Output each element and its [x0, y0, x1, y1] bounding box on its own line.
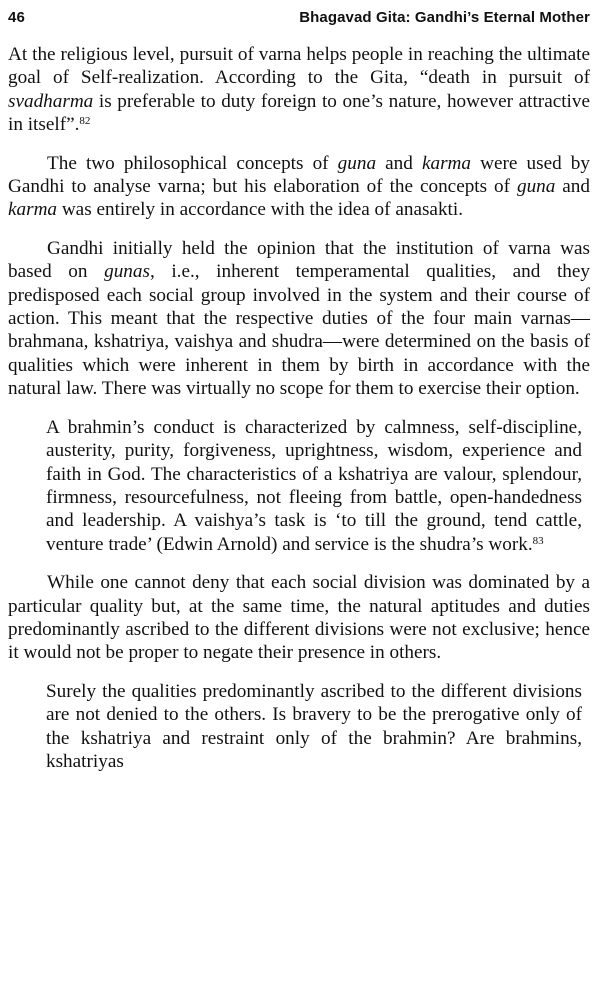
running-title: Bhagavad Gita: Gandhi’s Eternal Mother: [299, 9, 590, 26]
karma-term-second: karma: [8, 199, 58, 221]
footnote-83: 83: [532, 534, 544, 547]
block-quote-2: [46, 680, 582, 774]
footnote-82: 82: [79, 115, 91, 128]
paragraph-2-text-b: and: [376, 152, 422, 174]
page-header: [8, 8, 590, 32]
block-quote-2-text: Surely the qualities predominantly ascribed to the different divisions are not denied to the others. Is bravery to be the prerogative only of the kshatriya and restraint only of the brahmin? Are brahmins, kshatriyas: [46, 680, 582, 772]
paragraph-4: [8, 571, 590, 665]
svadharma-term: svadharma: [8, 90, 94, 112]
paragraph-2-text-e: was entirely in accordance with the idea of anasakti.: [57, 199, 463, 221]
paragraph-1-text-b: is preferable to duty foreign to one’s nature, however attractive in itself”.: [8, 90, 590, 136]
gunas-term: gunas: [104, 261, 150, 283]
paragraph-3-text-b: , i.e., inherent temperamental qualities, and they predisposed each social group involved in the system and their course of action. This meant that the respective duties of the four main varnas—brahmana, kshatriya, vaishya and shudra—were determined on the basis of qualities which were inherent in them by birth in accordance with the natural law. There was virtually no scope for them to exercise their option.: [8, 261, 591, 400]
block-quote-1-text: A brahmin’s conduct is characterized by calmness, self-discipline, austerity, purity, forgiveness, uprightness, wisdom, experience and faith in God. The characteristics of a kshatriya are valour, splendour, firmness, resourcefulness, not fleeing from battle, open-handedness and leadership. A vaishya’s task is ‘to till the ground, tend cattle, venture trade’ (Edwin Arnold) and service is the shudra’s work.: [46, 416, 582, 555]
block-quote-1: [46, 416, 582, 556]
paragraph-2-text-d: and: [555, 176, 590, 198]
paragraph-1-text-a: At the religious level, pursuit of varna helps people in reaching the ultimate goal of Self-realization. According to the Gita, “death in pursuit of: [8, 44, 590, 89]
paragraph-3: [8, 237, 590, 401]
paragraph-4-text: While one cannot deny that each social division was dominated by a particular quality but, at the same time, the natural aptitudes and duties predominantly ascribed to the different divisions were not exclusive; hence it would not be proper to negate their presence in others.: [8, 572, 590, 664]
page-number: 46: [8, 9, 26, 26]
paragraph-2: [8, 152, 590, 222]
guna-term-second: guna: [516, 176, 556, 198]
karma-term: karma: [421, 152, 472, 174]
page-body: [8, 43, 590, 773]
guna-term: guna: [337, 152, 377, 174]
paragraph-1: [8, 43, 590, 137]
paragraph-2-text-a: The two philosophical concepts of: [47, 152, 338, 174]
paragraph-2-text-c: were used by Gandhi to analyse varna; but his elaboration of the concepts of: [8, 152, 590, 198]
paragraph-3-text-a: Gandhi initially held the opinion that the institution of varna was based on: [8, 237, 590, 283]
